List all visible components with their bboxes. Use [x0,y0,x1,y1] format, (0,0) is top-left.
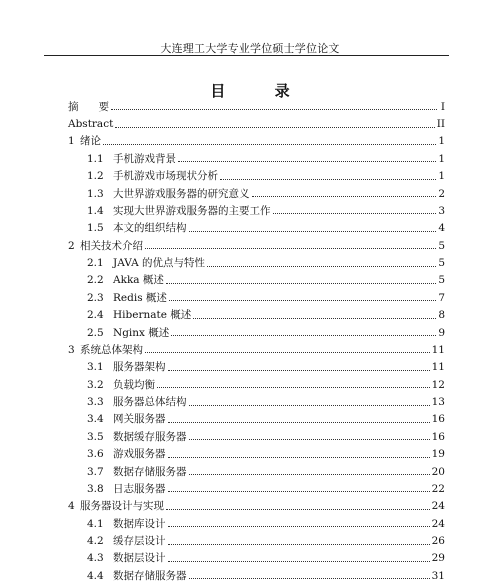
dot-leader [168,544,430,545]
toc-entry[interactable] [68,449,445,460]
toc-entry[interactable] [68,414,445,425]
toc-entry-label: 服务器总体结构 [113,396,187,409]
dot-leader [178,161,436,162]
dot-leader [207,266,436,267]
toc-entry-page-number: 19 [431,448,445,461]
toc-entry-page-number: 16 [431,430,445,443]
toc-entry-label: 绪论 [80,135,101,148]
toc-entry-page-number: 31 [431,569,445,582]
toc-entry[interactable] [68,171,445,182]
toc-entry[interactable] [68,136,445,147]
toc-entry-number: 3.8 [87,482,104,495]
toc-entry-label: Nginx 概述 [113,326,170,339]
toc-entry-label: Redis 概述 [113,291,167,304]
toc-entry-label: 数据库设计 [113,517,166,530]
toc-entry-number: 1.5 [87,222,104,235]
toc-entry[interactable] [68,518,445,529]
toc-entry[interactable] [68,240,445,251]
toc-entry[interactable] [68,535,445,546]
toc-entry-number: 4.1 [87,517,104,530]
dot-leader [111,109,437,110]
toc-entry-number: 2 [68,239,75,252]
toc-entry-number: 4.2 [87,535,104,548]
toc-entry[interactable] [68,501,445,512]
toc-entry-number: 3.2 [87,378,104,391]
toc-entry-page-number: 24 [431,517,445,530]
dot-leader [168,370,430,371]
dot-leader [168,491,430,492]
toc-entry-page-number: 7 [438,291,445,304]
toc-entry-label: 数据存储服务器 [113,465,187,478]
toc-entry-label: 数据层设计 [113,552,166,565]
toc-entry-label: 缓存层设计 [113,535,166,548]
toc-entry[interactable] [68,205,445,216]
dot-leader [189,474,430,475]
toc-entry-page-number: 24 [431,500,445,513]
toc-entry[interactable] [68,292,445,303]
toc-entry[interactable] [68,466,445,477]
toc-entry-number: 2.4 [87,309,104,322]
dot-leader [220,179,436,180]
toc-entry-page-number: 13 [431,396,445,409]
dot-leader [168,422,430,423]
dot-leader [166,283,436,284]
toc-entry[interactable] [68,483,445,494]
header-rule [44,55,449,56]
toc-entry-number: 1.4 [87,204,104,217]
toc-entry-number: 3.4 [87,413,104,426]
toc-entry[interactable] [68,101,445,112]
toc-entry-label: 系统总体架构 [80,343,143,356]
toc-entry-page-number: 29 [431,552,445,565]
toc-entry-number: 1.1 [87,152,104,165]
toc-entry-number: 3.5 [87,430,104,443]
toc-entry-number: 3 [68,343,75,356]
toc-entry-number: 1.3 [87,187,104,200]
toc-entry-label: 实现大世界游戏服务器的主要工作 [113,204,271,217]
toc-entry-number: 3.3 [87,396,104,409]
toc-entry-label: 日志服务器 [113,482,166,495]
toc-entry[interactable] [68,362,445,373]
toc-entry-label: 游戏服务器 [113,448,166,461]
toc-entry-number: 1 [68,135,75,148]
toc-entry-label: 数据缓存服务器 [113,430,187,443]
toc-entry-label: 大世界游戏服务器的研究意义 [113,187,250,200]
toc-entry-label: 摘 要 [68,100,110,113]
toc-entry-number: 3.1 [87,361,104,374]
toc-entry-page-number: 11 [431,343,445,356]
toc-entry-number: 2.2 [87,274,104,287]
toc-entry-page-number: II [436,118,445,131]
toc-entry-label: JAVA 的优点与特性 [113,257,206,270]
toc-entry-page-number: 16 [431,413,445,426]
toc-entry[interactable] [68,570,445,581]
dot-leader [189,578,430,579]
toc-entry[interactable] [68,553,445,564]
dot-leader [168,561,430,562]
dot-leader [157,387,430,388]
dot-leader [193,318,436,319]
toc-entry[interactable] [68,310,445,321]
toc-entry-label: 手机游戏市场现状分析 [113,170,218,183]
toc-entry-page-number: 20 [431,465,445,478]
dot-leader [169,300,436,301]
toc-entry-number: 1.2 [87,170,104,183]
toc-entry-number: 2.1 [87,257,104,270]
toc-entry-number: 3.6 [87,448,104,461]
dot-leader [273,213,437,214]
toc-entry-label: 手机游戏背景 [113,152,176,165]
dot-leader [252,196,437,197]
toc-entry-page-number: 22 [431,482,445,495]
toc-entry-page-number: 1 [438,170,445,183]
toc-entry-label: Hibernate 概述 [113,309,192,322]
toc-entry[interactable] [68,396,445,407]
toc-entry[interactable] [68,118,445,129]
toc-entry-page-number: 2 [438,187,445,200]
toc-entry-page-number: 3 [438,204,445,217]
dot-leader [166,509,430,510]
toc-entry[interactable] [68,327,445,338]
toc-entry-number: 3.7 [87,465,104,478]
toc-entry-page-number: 8 [438,309,445,322]
toc-entry[interactable] [68,344,445,355]
toc-entry-label: 数据存储服务器 [113,569,187,582]
toc-entry-page-number: 5 [438,239,445,252]
dot-leader [115,127,434,128]
toc-entry-page-number: 4 [438,222,445,235]
dot-leader [103,144,436,145]
toc-title: 目 录 [210,82,312,100]
toc-entry-page-number: 1 [438,135,445,148]
running-header: 大连理工大学专业学位硕士学位论文 [160,42,340,55]
toc-entry-page-number: I [440,100,445,113]
dot-leader [145,248,436,249]
toc-entry-label: 网关服务器 [113,413,166,426]
toc-entry-number: 2.3 [87,291,104,304]
table-of-contents [68,101,445,588]
toc-entry-number: 4.4 [87,569,104,582]
dot-leader [168,526,430,527]
toc-entry[interactable] [68,223,445,234]
dot-leader [189,405,430,406]
toc-entry[interactable] [68,257,445,268]
dot-leader [171,335,436,336]
toc-entry-page-number: 9 [438,326,445,339]
toc-entry-page-number: 26 [431,535,445,548]
dot-leader [145,352,430,353]
toc-entry[interactable] [68,379,445,390]
toc-entry-label: Akka 概述 [113,274,164,287]
toc-entry-number: 4.3 [87,552,104,565]
toc-entry-label: 本文的组织结构 [113,222,187,235]
toc-entry-page-number: 12 [431,378,445,391]
toc-entry-label: 相关技术介绍 [80,239,143,252]
toc-entry-label: 服务器设计与实现 [80,500,164,513]
toc-entry-page-number: 5 [438,274,445,287]
toc-entry[interactable] [68,275,445,286]
toc-entry[interactable] [68,188,445,199]
toc-entry-number: 2.5 [87,326,104,339]
toc-entry-number: 4 [68,500,75,513]
toc-entry-label: Abstract [68,118,114,131]
toc-entry-page-number: 1 [438,152,445,165]
dot-leader [168,457,430,458]
toc-entry[interactable] [68,153,445,164]
toc-entry-label: 负载均衡 [113,378,155,391]
toc-entry-page-number: 5 [438,257,445,270]
toc-entry[interactable] [68,431,445,442]
dot-leader [189,231,437,232]
toc-entry-label: 服务器架构 [113,361,166,374]
toc-entry-page-number: 11 [431,361,445,374]
dot-leader [189,439,430,440]
